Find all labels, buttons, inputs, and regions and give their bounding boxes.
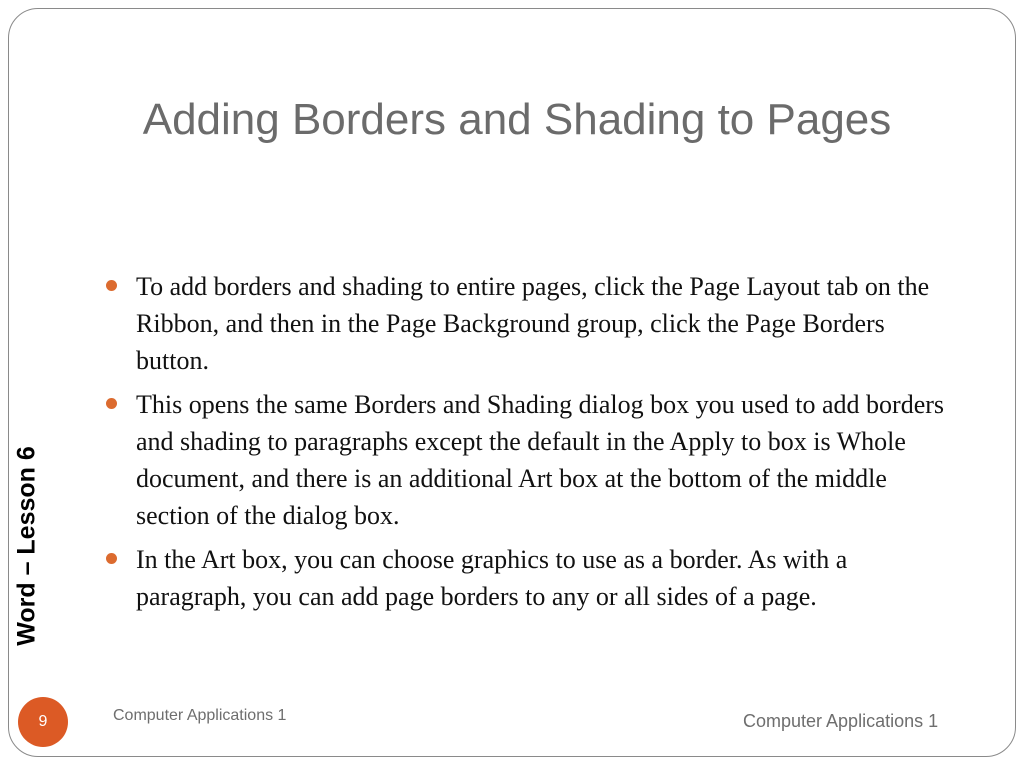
bullet-text: This opens the same Borders and Shading dialog box you used to add borders and shading to paragraphs except the default in the Apply to box is Whole document, and there is an additional Art box at the bottom of the middle section of the dialog box.: [136, 390, 945, 530]
bullet-dot-icon: [106, 398, 117, 409]
bullet-text: To add borders and shading to entire pages, click the Page Layout tab on the Ribbon, and then in the Page Background group, click the Page Borders button.: [136, 272, 930, 375]
bullet-dot-icon: [106, 553, 117, 564]
footer-right-text: Computer Applications 1: [743, 711, 939, 731]
slide-title: Adding Borders and Shading to Pages: [142, 95, 892, 144]
bullet-item: [105, 386, 955, 534]
side-label: Word – Lesson 6: [12, 446, 41, 646]
bullet-text: In the Art box, you can choose graphics to use as a border. As with a paragraph, you can add page borders to any or all sides of a page.: [136, 545, 848, 611]
footer-left-text: Computer Applications 1: [113, 707, 287, 724]
bullet-item: [105, 541, 955, 615]
side-label-container: [12, 430, 42, 662]
bullet-item: [105, 268, 955, 379]
bullet-dot-icon: [106, 280, 117, 291]
bullet-list: [105, 268, 955, 622]
page-number-badge: 9: [18, 697, 68, 747]
